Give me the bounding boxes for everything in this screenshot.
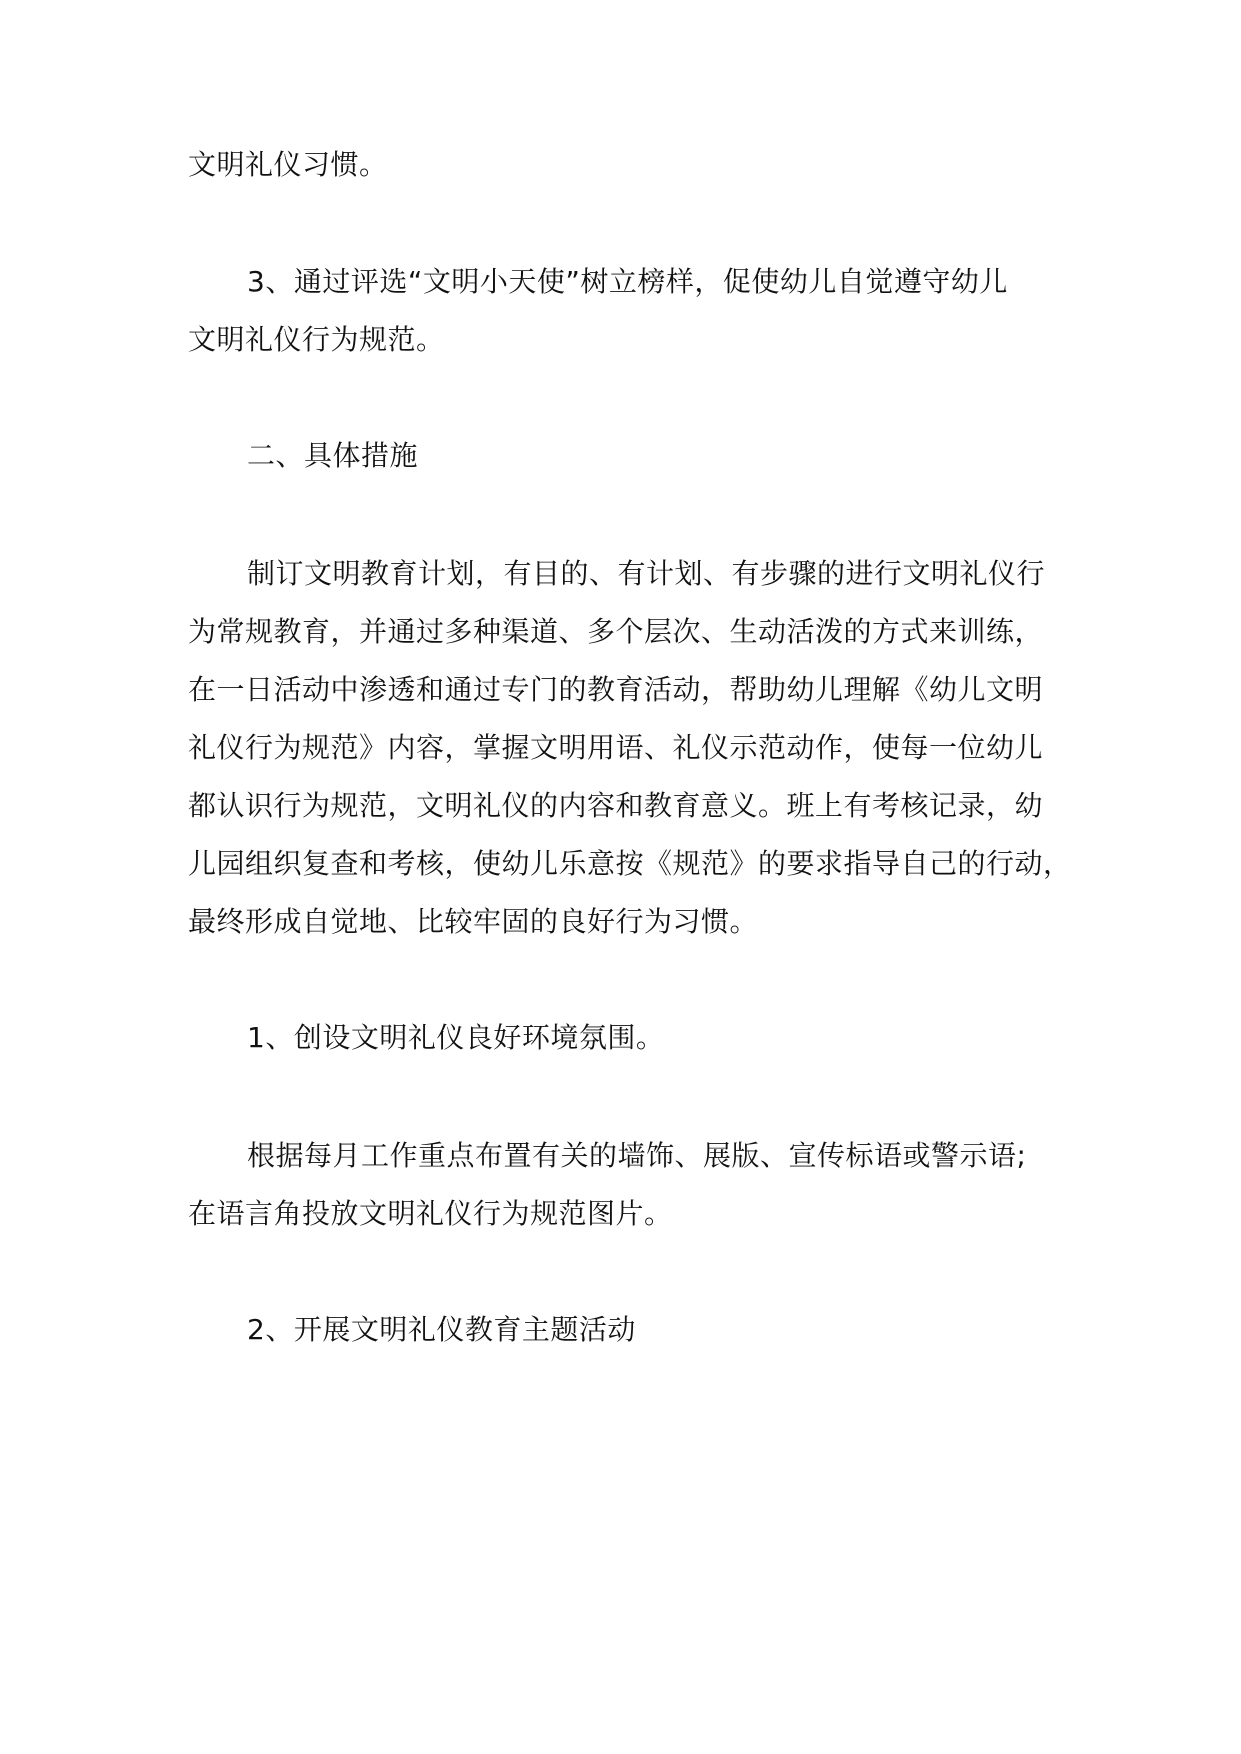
paragraph-line: 2、开展文明礼仪教育主题活动 <box>247 1313 636 1346</box>
paragraph-line: 儿园组织复查和考核，使幼儿乐意按《规范》的要求指导自己的行动， <box>188 847 1072 880</box>
paragraph-line: 文明礼仪习惯。 <box>188 148 388 181</box>
paragraph-line: 1、创设文明礼仪良好环境氛围。 <box>247 1021 665 1054</box>
paragraph-line: 礼仪行为规范》内容，掌握文明用语、礼仪示范动作，使每一位幼儿 <box>188 731 1044 764</box>
paragraph-line: 为常规教育，并通过多种渠道、多个层次、生动活泼的方式来训练， <box>188 615 1044 648</box>
paragraph-line: 在语言角投放文明礼仪行为规范图片。 <box>188 1197 673 1230</box>
paragraph-line: 3、通过评选“文明小天使”树立榜样，促使幼儿自觉遵守幼儿 <box>247 265 1008 298</box>
paragraph-line: 最终形成自觉地、比较牢固的良好行为习惯。 <box>188 905 759 938</box>
paragraph-line: 都认识行为规范，文明礼仪的内容和教育意义。班上有考核记录，幼 <box>188 789 1044 822</box>
paragraph-line: 根据每月工作重点布置有关的墙饰、展版、宣传标语或警示语; <box>247 1139 1027 1172</box>
paragraph-line: 在一日活动中渗透和通过专门的教育活动，帮助幼儿理解《幼儿文明 <box>188 673 1044 706</box>
paragraph-line: 文明礼仪行为规范。 <box>188 323 445 356</box>
section-heading: 二、具体措施 <box>247 439 419 472</box>
paragraph-line: 制订文明教育计划，有目的、有计划、有步骤的进行文明礼仪行 <box>247 557 1046 590</box>
